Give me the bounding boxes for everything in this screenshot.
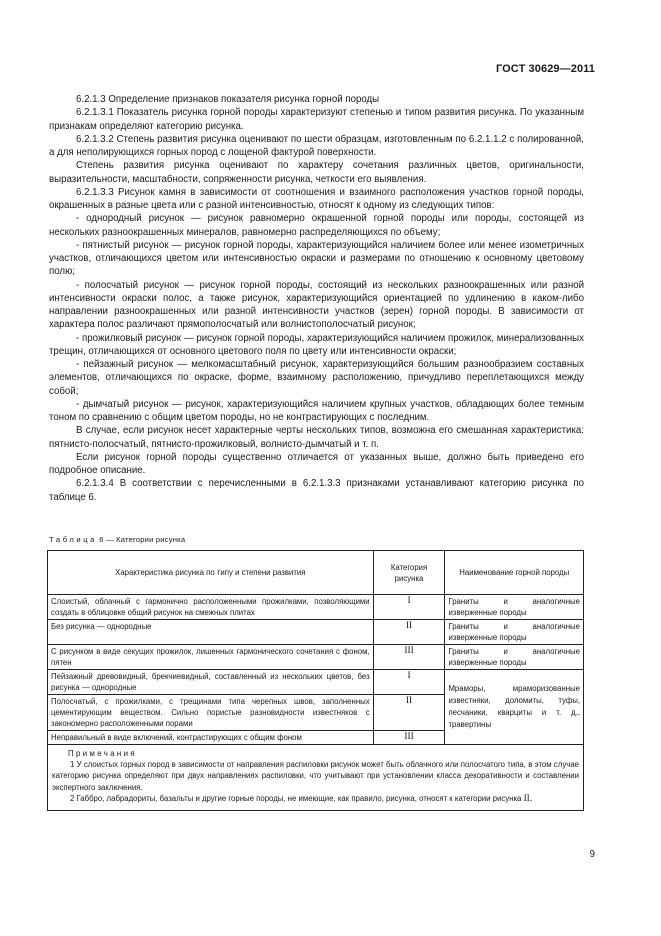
table-caption-title: 6 — Категории рисунка: [99, 535, 186, 544]
cell-rock-name: Граниты и аналогичные изверженные породы: [445, 620, 584, 645]
cell-category: II: [373, 620, 445, 645]
paragraph: 6.2.1.3 Определение признаков показателя рисунка горной породы: [76, 94, 380, 105]
body-text: [49, 93, 584, 504]
table-notes-row: [48, 745, 584, 811]
list-item: - пейзажный рисунок — мелкомасштабный рисунок, характеризующийся большим разнообразием составных элементов, отличающихся по окраске, форме, взаимному расположению, причудливо переплетающихся между собой;: [49, 359, 584, 397]
page-number: 9: [589, 849, 595, 860]
column-header-rock-name: Наименование горной породы: [445, 551, 584, 595]
column-header-characteristic: Характеристика рисунка по типу и степени развития: [48, 551, 374, 595]
table-notes: [48, 745, 584, 811]
cell-rock-name-merged: Мраморы, мраморизованные известняки, доломиты, туфы, песчаники, кварциты и т. д., травертины: [445, 670, 584, 745]
table-header-row: [48, 551, 584, 595]
paragraph: Степень развития рисунка оценивают по характеру сочетания различных цветов, оригинальности, выразительности, масштабности, сопряженности рисунка, четкости его выявления.: [49, 160, 584, 185]
list-item: - пятнистый рисунок — рисунок горной породы, характеризующийся наличием более или менее изометричных участков, отличающихся цветом или интенсивностью окраски и размерами по отношению к основному цветовому полю;: [49, 239, 584, 278]
paragraph: 6.2.1.3.4 В соответствии с перечисленными в 6.2.1.3.3 признаками устанавливают категорию рисунка по таблице 6.: [49, 478, 584, 503]
table-row: [48, 670, 584, 695]
cell-characteristic: С рисунком в виде секущих прожилок, лишенных гармонического сочетания с фоном, пятен: [48, 645, 374, 670]
table-caption: [49, 535, 185, 544]
note-2: [52, 793, 579, 805]
cell-category: III: [373, 645, 445, 670]
paragraph: 6.2.1.3.2 Степень развития рисунка оценивают по шести образцам, изготовленным по 6.2.1.1.2 с полированной, а для неполирующихся горных пород с лощеной фактурой поверхности.: [49, 133, 584, 158]
table-caption-word: Таблица: [49, 535, 97, 544]
cell-category: I: [373, 670, 445, 695]
note-2-text: 2 Габбро, лабрадориты, базальты и другие горные породы, не имеющие, как правило, рисунка, относят к категории рисунка: [70, 793, 522, 803]
cell-category: I: [373, 595, 445, 620]
paragraph: 6.2.1.3.1 Показатель рисунка горной породы характеризуют степенью и типом развития рисунка. По указанным признакам определяют категорию рисунка.: [49, 107, 584, 132]
paragraph: Если рисунок горной породы существенно отличается от указанных выше, должно быть приведено его подробное описание.: [49, 451, 584, 476]
list-item: - однородный рисунок — рисунок равномерно окрашенной горной породы или породы, состоящей из нескольких разноокрашенных минералов, равномерно распределяющихся по объему;: [49, 213, 584, 238]
notes-title: Примечания: [68, 749, 138, 758]
list-item: - прожилковый рисунок — рисунок горной породы, характеризующийся наличием прожилок, минерализованных трещин, отличающихся от основного цветового поля по цвету или интенсивности окраски;: [49, 332, 584, 357]
table-row: [48, 595, 584, 620]
paragraph: В случае, если рисунок несет характерные черты нескольких типов, возможна его смешанная характеристика: пятнисто-полосчатый, пятнисто-прожилковый, волнисто-дымчатый и т. п.: [49, 425, 584, 450]
document-code: ГОСТ 30629—2011: [495, 63, 595, 75]
column-header-category: Категория рисунка: [373, 551, 445, 595]
cell-characteristic: Полосчатый, с прожилками, с трещинами типа черепных швов, заполненных цементирующим веществом. Сильно пористые разновидности известняков с закономерно расположенными порами: [48, 695, 374, 731]
cell-characteristic: Пейзажный древовидный, брекчиевидный, составленный из нескольких цветов, без рисунка — однородные: [48, 670, 374, 695]
list-item: - дымчатый рисунок — рисунок, характеризующийся наличием крупных участков, обладающих более темным тоном по сравнению с общим цветом породы, но не контрастирующих с последним.: [49, 398, 584, 423]
cell-rock-name: Граниты и аналогичные изверженные породы: [445, 645, 584, 670]
note-2-category: II.: [523, 793, 533, 804]
note-1: 1 У слоистых горных пород в зависимости от направления распиловки рисунок может быть облачного или полосчатого типа, в этом случае категорию рисунка определяют при двух направлениях распиловки, что учитывают при установлении класса декоративности и составлении экспертного заключения.: [52, 760, 579, 792]
cell-rock-name: Граниты и аналогичные изверженные породы: [445, 595, 584, 620]
cell-category: III: [373, 731, 445, 745]
cell-characteristic: Неправильный в виде включений, контрастирующих с общим фоном: [48, 731, 374, 745]
cell-category: II: [373, 695, 445, 731]
cell-characteristic: Слоистый, облачный с гармонично расположенными прожилками, позволяющими создать в облицовке общий рисунок на смежных плитах: [48, 595, 374, 620]
category-table: [47, 550, 584, 811]
list-item: - полосчатый рисунок — рисунок горной породы, состоящий из нескольких разноокрашенных или разной интенсивности окраски полос, а также рисунок, характеризующийся ориентацией по удлинению в каком-либо направлении разноокрашенных или разной интенсивности участков (зерен) горной породы. В зависимости от характера полос различают прямополосчатый или волнистополосчатый рисунок;: [49, 279, 584, 331]
table-row: [48, 620, 584, 645]
paragraph: 6.2.1.3.3 Рисунок камня в зависимости от соотношения и взаимного расположения участков горной породы, окрашенных в разные цвета или с разной интенсивностью, относят к одному из следующих типов:: [49, 186, 584, 211]
table-row: [48, 645, 584, 670]
cell-characteristic: Без рисунка — однородные: [48, 620, 374, 645]
